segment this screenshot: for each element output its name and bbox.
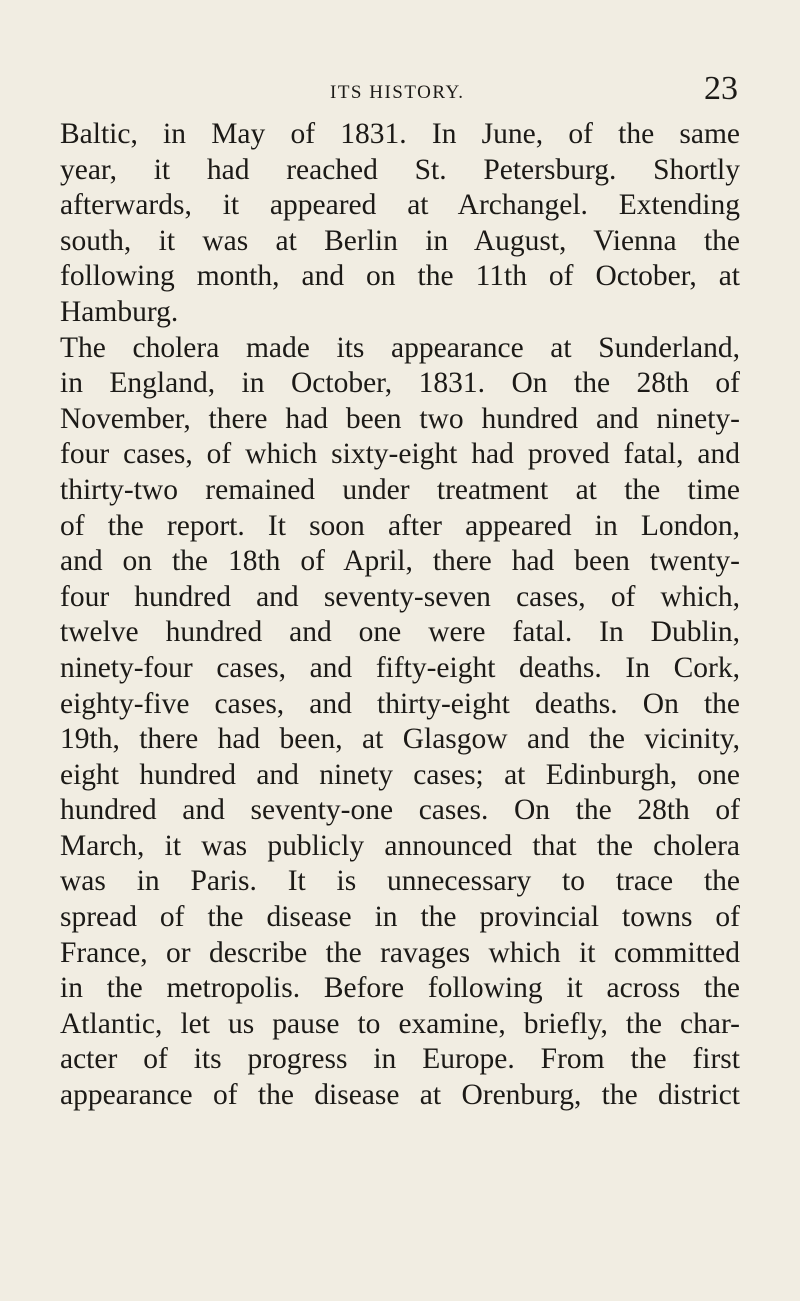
text-line: in England, in October, 1831. On the 28th of: [60, 367, 740, 400]
page-number: 23: [704, 70, 738, 107]
running-head: [0, 70, 800, 110]
text-line: eighty-five cases, and thirty-eight deaths. On the: [60, 687, 740, 720]
text-line: March, it was publicly announced that the cholera: [60, 829, 740, 862]
text-line: eight hundred and ninety cases; at Edinburgh, one: [60, 758, 740, 791]
text-line: acter of its progress in Europe. From the first: [60, 1043, 740, 1076]
text-line: of the report. It soon after appeared in London,: [60, 509, 740, 542]
text-line: Atlantic, let us pause to examine, briefly, the char-: [60, 1007, 740, 1040]
text-line: following month, and on the 11th of October, at: [60, 260, 740, 293]
text-line: four hundred and seventy-seven cases, of which,: [60, 580, 740, 613]
text-line: was in Paris. It is unnecessary to trace the: [60, 865, 740, 898]
text-line: November, there had been two hundred and ninety-: [60, 402, 740, 435]
text-line: four cases, of which sixty-eight had proved fatal, and: [60, 438, 740, 471]
text-line: thirty-two remained under treatment at the time: [60, 473, 740, 506]
text-line: south, it was at Berlin in August, Vienna the: [60, 224, 740, 257]
text-line: and on the 18th of April, there had been twenty-: [60, 545, 740, 578]
text-line: ninety-four cases, and fifty-eight deaths. In Cork,: [60, 651, 740, 684]
text-line: Baltic, in May of 1831. In June, of the same: [60, 118, 740, 150]
text-line: 19th, there had been, at Glasgow and the vicinity,: [60, 723, 740, 756]
text-line: The cholera made its appearance at Sunderland,: [60, 331, 740, 364]
running-title: ITS HISTORY.: [330, 82, 465, 103]
text-line: Hamburg.: [60, 295, 179, 328]
body-text: [60, 117, 740, 1114]
text-line: afterwards, it appeared at Archangel. Extending: [60, 189, 740, 222]
text-line: appearance of the disease at Orenburg, the district: [60, 1079, 740, 1112]
text-line: spread of the disease in the provincial towns of: [60, 901, 740, 934]
text-line: year, it had reached St. Petersburg. Shortly: [60, 153, 740, 186]
text-line: hundred and seventy-one cases. On the 28th of: [60, 794, 740, 827]
text-line: France, or describe the ravages which it committed: [60, 936, 740, 969]
text-line: in the metropolis. Before following it across the: [60, 972, 740, 1005]
text-line: twelve hundred and one were fatal. In Dublin,: [60, 616, 740, 649]
